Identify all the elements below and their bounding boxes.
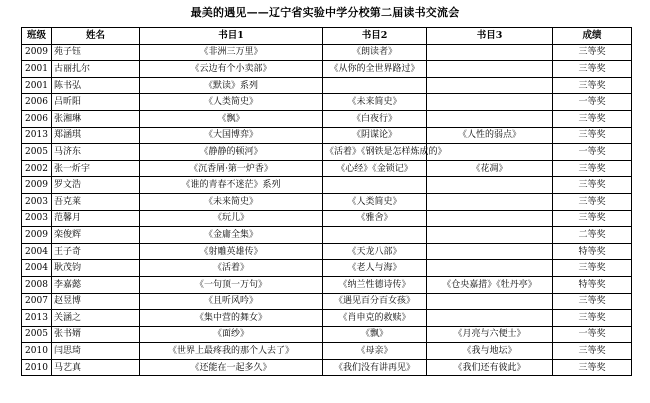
cell-book3 <box>427 293 553 310</box>
cell-grade: 二等奖 <box>553 227 632 244</box>
cell-book1: 《大国博弈》 <box>140 127 323 144</box>
header-book1: 书目1 <box>140 28 323 45</box>
cell-class: 2001 <box>22 61 52 78</box>
table-row <box>22 359 632 376</box>
cell-grade: 三等奖 <box>553 77 632 94</box>
cell-book1: 《玩儿》 <box>140 210 323 227</box>
header-grade: 成绩 <box>553 28 632 45</box>
cell-grade: 三等奖 <box>553 343 632 360</box>
cell-name: 郑涵琪 <box>52 127 140 144</box>
cell-book2: 《母亲》 <box>323 343 427 360</box>
cell-book3 <box>427 243 553 260</box>
cell-book2: 《肖申克的救赎》 <box>323 310 427 327</box>
table-row <box>22 44 632 61</box>
cell-name: 赵昱博 <box>52 293 140 310</box>
cell-book3 <box>427 193 553 210</box>
cell-class: 2004 <box>22 260 52 277</box>
table-row <box>22 326 632 343</box>
cell-class: 2002 <box>22 160 52 177</box>
cell-book2: 《雅舍》 <box>323 210 427 227</box>
cell-grade: 三等奖 <box>553 260 632 277</box>
cell-grade: 一等奖 <box>553 326 632 343</box>
cell-book1: 《世界上最疼我的那个人去了》 <box>140 343 323 360</box>
cell-book3 <box>427 61 553 78</box>
cell-class: 2004 <box>22 243 52 260</box>
cell-class: 2003 <box>22 210 52 227</box>
cell-book1: 《未来简史》 <box>140 193 323 210</box>
table-row <box>22 343 632 360</box>
cell-class: 2009 <box>22 227 52 244</box>
cell-book2: 《心经》《金锁记》 <box>323 160 427 177</box>
table-row <box>22 160 632 177</box>
cell-book3: 《花凋》 <box>427 160 553 177</box>
document-title: 最美的遇见——辽宁省实验中学分校第二届读书交流会 <box>190 6 460 19</box>
cell-class: 2007 <box>22 293 52 310</box>
cell-grade: 三等奖 <box>553 359 632 376</box>
cell-class: 2001 <box>22 77 52 94</box>
cell-book3: 《我与地坛》 <box>427 343 553 360</box>
cell-name: 古丽扎尔 <box>52 61 140 78</box>
cell-book3 <box>427 110 553 127</box>
header-book3: 书目3 <box>427 28 553 45</box>
cell-grade: 三等奖 <box>553 61 632 78</box>
table-row <box>22 127 632 144</box>
cell-name: 李嘉懿 <box>52 276 140 293</box>
cell-book3 <box>427 77 553 94</box>
cell-name: 陈书弘 <box>52 77 140 94</box>
cell-book2: 《白夜行》 <box>323 110 427 127</box>
table-header-row <box>22 28 632 45</box>
cell-class: 2009 <box>22 177 52 194</box>
cell-book3: 《人性的弱点》 <box>427 127 553 144</box>
cell-grade: 三等奖 <box>553 44 632 61</box>
cell-name: 闫思琦 <box>52 343 140 360</box>
table-row <box>22 193 632 210</box>
cell-name: 吕昕阳 <box>52 94 140 111</box>
cell-book1: 《且听风吟》 <box>140 293 323 310</box>
cell-book3 <box>427 94 553 111</box>
cell-class: 2008 <box>22 276 52 293</box>
cell-book3: 《月亮与六便士》 <box>427 326 553 343</box>
cell-name: 张书婿 <box>52 326 140 343</box>
cell-name: 耿茂钧 <box>52 260 140 277</box>
cell-name: 张一炘宇 <box>52 160 140 177</box>
cell-book2: 《遇见百分百女孩》 <box>323 293 427 310</box>
cell-class: 2013 <box>22 310 52 327</box>
cell-name: 栾俊辉 <box>52 227 140 244</box>
cell-grade: 三等奖 <box>553 310 632 327</box>
table-row <box>22 144 632 161</box>
cell-book2: 《未来简史》 <box>323 94 427 111</box>
cell-book1: 《云边有个小卖部》 <box>140 61 323 78</box>
table-row <box>22 276 632 293</box>
cell-name: 马济东 <box>52 144 140 161</box>
cell-book3 <box>427 210 553 227</box>
cell-book2: 《天龙八部》 <box>323 243 427 260</box>
table-row <box>22 293 632 310</box>
cell-book1: 《沉香屑·第一炉香》 <box>140 160 323 177</box>
cell-book2: 《活着》《钢铁是怎样炼成的》 <box>323 144 427 161</box>
cell-grade: 三等奖 <box>553 110 632 127</box>
cell-name: 张湘琳 <box>52 110 140 127</box>
cell-class: 2013 <box>22 127 52 144</box>
cell-grade: 三等奖 <box>553 127 632 144</box>
cell-book2 <box>323 77 427 94</box>
cell-grade: 三等奖 <box>553 193 632 210</box>
cell-book2: 《我们没有讲再见》 <box>323 359 427 376</box>
cell-book2: 《从你的全世界路过》 <box>323 61 427 78</box>
cell-book3 <box>427 177 553 194</box>
cell-book3 <box>427 310 553 327</box>
cell-book1: 《集中营的舞女》 <box>140 310 323 327</box>
table-row <box>22 260 632 277</box>
header-book2: 书目2 <box>323 28 427 45</box>
cell-class: 2010 <box>22 359 52 376</box>
cell-book2: 《人类简史》 <box>323 193 427 210</box>
cell-class: 2010 <box>22 343 52 360</box>
cell-book2: 《纳兰性德诗传》 <box>323 276 427 293</box>
cell-book1: 《一句顶一万句》 <box>140 276 323 293</box>
cell-book3: 《我们还有彼此》 <box>427 359 553 376</box>
cell-book3 <box>427 227 553 244</box>
cell-grade: 特等奖 <box>553 276 632 293</box>
cell-book1: 《面纱》 <box>140 326 323 343</box>
table-row <box>22 110 632 127</box>
cell-book1: 《静静的顿河》 <box>140 144 323 161</box>
table-row <box>22 210 632 227</box>
table-row <box>22 243 632 260</box>
cell-name: 关涵之 <box>52 310 140 327</box>
cell-book1: 《默读》系列 <box>140 77 323 94</box>
cell-grade: 三等奖 <box>553 160 632 177</box>
table-row <box>22 310 632 327</box>
cell-name: 王子奇 <box>52 243 140 260</box>
table-body <box>22 44 632 376</box>
cell-class: 2006 <box>22 110 52 127</box>
cell-class: 2003 <box>22 193 52 210</box>
cell-book2: 《老人与海》 <box>323 260 427 277</box>
cell-grade: 一等奖 <box>553 94 632 111</box>
cell-book2: 《朗读者》 <box>323 44 427 61</box>
cell-book1: 《谁的青春不迷茫》系列 <box>140 177 323 194</box>
cell-book2 <box>323 177 427 194</box>
cell-grade: 特等奖 <box>553 243 632 260</box>
header-class: 班级 <box>22 28 52 45</box>
cell-book1: 《射雕英雄传》 <box>140 243 323 260</box>
table-row <box>22 61 632 78</box>
table-row <box>22 94 632 111</box>
cell-book1: 《人类简史》 <box>140 94 323 111</box>
cell-class: 2005 <box>22 326 52 343</box>
cell-grade: 三等奖 <box>553 210 632 227</box>
cell-class: 2009 <box>22 44 52 61</box>
cell-name: 罗文浩 <box>52 177 140 194</box>
cell-book1: 《还能在一起多久》 <box>140 359 323 376</box>
cell-name: 吾克莱 <box>52 193 140 210</box>
cell-book1: 《活着》 <box>140 260 323 277</box>
cell-book2: 《飘》 <box>323 326 427 343</box>
cell-grade: 一等奖 <box>553 144 632 161</box>
table-row <box>22 177 632 194</box>
cell-grade: 三等奖 <box>553 293 632 310</box>
cell-grade: 三等奖 <box>553 177 632 194</box>
cell-book1: 《飘》 <box>140 110 323 127</box>
cell-book1: 《非洲三万里》 <box>140 44 323 61</box>
cell-book3 <box>427 260 553 277</box>
cell-name: 马艺真 <box>52 359 140 376</box>
table-row <box>22 77 632 94</box>
cell-class: 2005 <box>22 144 52 161</box>
cell-name: 苑子钰 <box>52 44 140 61</box>
cell-book3: 《仓央嘉措》《牡丹亭》 <box>427 276 553 293</box>
cell-book2: 《阴谋论》 <box>323 127 427 144</box>
book-club-table <box>21 27 632 376</box>
cell-book2 <box>323 227 427 244</box>
cell-book1: 《金庸全集》 <box>140 227 323 244</box>
cell-book3 <box>427 44 553 61</box>
header-name: 姓名 <box>52 28 140 45</box>
cell-name: 范馨月 <box>52 210 140 227</box>
table-row <box>22 227 632 244</box>
cell-class: 2006 <box>22 94 52 111</box>
